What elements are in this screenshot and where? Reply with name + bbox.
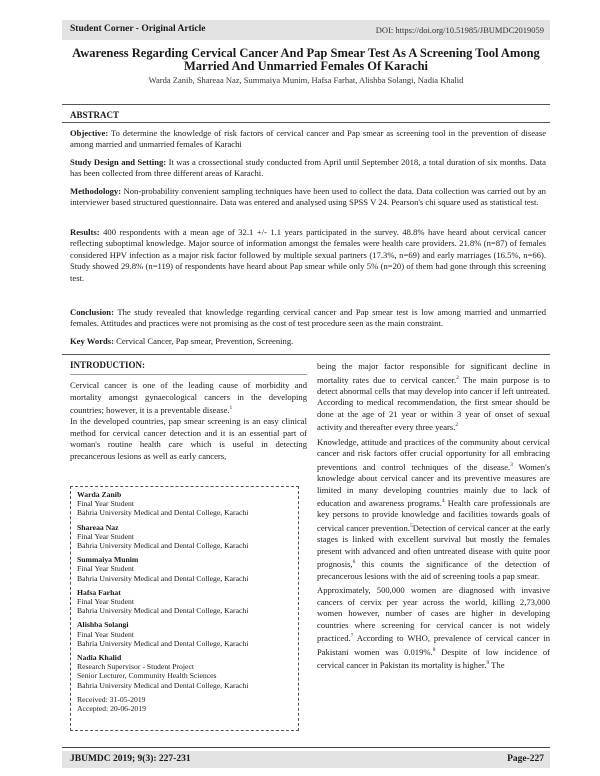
results-label: Results: [70, 227, 100, 237]
left-column [70, 360, 307, 370]
citation-ref[interactable]: 1 [229, 405, 233, 411]
affiliation-entry [77, 620, 299, 648]
conclusion-label: Conclusion: [70, 307, 114, 317]
accepted-date: Accepted: 20-06-2019 [77, 704, 146, 714]
right-p2e-text: this counts the significance of the detection of precancerous lesions with the aid of screening tools a pap smear. [317, 559, 550, 581]
right-p3b-text: According to WHO, prevalence of cervical cancer in Pakistani women was 0.019%. [317, 633, 550, 657]
keywords-label: Key Words: [70, 336, 115, 346]
intro-left-text [70, 380, 307, 462]
abstract-methodology [70, 186, 546, 209]
affiliation-institution: Bahria University Medical and Dental College, Karachi [77, 573, 249, 583]
abstract-heading-rule [62, 122, 550, 123]
right-p2-text: Knowledge, attitude and practices of the community about cervical cancer and risk factors offer crucial opportunity for all embracing preventions and control techniques of the disease. [317, 436, 550, 472]
corresponding-name: Nadia Khalid [77, 653, 122, 663]
abstract-heading: ABSTRACT [70, 110, 120, 120]
article-title: Awareness Regarding Cervical Cancer And Pap Smear Test As A Screening Tool Among Married And Unmarried Females Of Karachi [72, 46, 540, 73]
affiliation-list [77, 490, 299, 713]
design-text: It was a crossectional study conducted from April until September 2018, a total duration of six months. Data has been collected from three different areas of Karachi. [70, 157, 546, 179]
affiliation-role: Final Year Student [77, 629, 135, 639]
footer-rule [62, 747, 550, 748]
citation-ref[interactable]: 3 [510, 461, 513, 468]
citation-ref[interactable]: 2 [456, 374, 459, 381]
right-paragraph-1 [317, 361, 550, 434]
abstract-top-rule [62, 104, 550, 105]
abstract-conclusion [70, 307, 546, 330]
affiliation-role: Final Year Student [77, 564, 135, 574]
affiliation-role: Final Year Student [77, 531, 135, 541]
affiliation-institution: Bahria University Medical and Dental College, Karachi [77, 606, 249, 616]
abstract-bottom-rule [62, 354, 550, 355]
received-date: Received: 31-05-2019 [77, 694, 146, 704]
methodology-label: Methodology: [70, 186, 122, 196]
keywords-text: Cervical Cancer, Pap smear, Prevention, Screening. [116, 336, 294, 346]
design-label: Study Design and Setting: [70, 157, 167, 167]
corresponding-author [77, 653, 299, 690]
right-column [317, 361, 550, 671]
citation-ref[interactable]: 4 [441, 498, 445, 505]
right-paragraph-3 [317, 585, 550, 671]
introduction-heading: INTRODUCTION: [70, 360, 146, 370]
affiliation-institution: Bahria University Medical and Dental College, Karachi [77, 541, 249, 551]
intro-paragraph-1 [70, 380, 307, 416]
author-list: Warda Zanib, Shareaa Naz, Summaiya Munim, Hafsa Farhat, Alishba Solangi, Nadia Khalid [148, 75, 464, 85]
affiliation-institution: Bahria University Medical and Dental College, Karachi [77, 638, 249, 648]
affiliation-name: Summaiya Munim [77, 555, 139, 565]
affiliation-name: Shareaa Naz [77, 522, 119, 532]
affiliation-role: Final Year Student [77, 499, 135, 509]
affiliation-entry [77, 490, 299, 518]
intro-heading-rule [70, 374, 307, 375]
citation-ref[interactable]: 7 [350, 633, 354, 640]
citation-ref[interactable]: 6 [352, 559, 356, 566]
abstract-design [70, 157, 546, 180]
conclusion-text: The study revealed that knowledge regarding cervical cancer and Pap smear test is low among married and unmarried females. Attitudes and practices were not promising as the cost of test procedure seen as the main constraint. [70, 307, 546, 329]
abstract-results [70, 227, 546, 284]
article-section-label: Student Corner - Original Article [70, 24, 206, 34]
right-p3c-text: Despite of low incidence of cervical cancer in Pakistan its mortality is higher. [317, 646, 551, 670]
right-p2b-text: Women's knowledge about cervical cancer and its preventive measures are limited in many developing countries mainly due to lack of education and awareness programs. [317, 461, 550, 508]
affiliation-entry [77, 523, 299, 551]
affiliation-name: Hafsa Farhat [77, 587, 121, 597]
affiliation-name: Warda Zanib [77, 490, 122, 499]
right-p3-text: Approximately, 500,000 women are diagnosed with invasive cancers of cervix per year across the world, killing 2,73,000 women however, number of cases are higher in developing countries where screening for cervical cancer is not widely practiced. [317, 585, 550, 644]
affiliation-entry [77, 555, 299, 583]
right-p3d-text: The [489, 659, 505, 670]
right-p1-text: being the major factor responsible for significant decline in mortality rates due to cervical cancer. [317, 361, 550, 385]
right-p2d-text: Detection of cervical cancer at the early stages is linked with excellent survival but mostly the females present with advanced and often untreated disease with quite poor prognosis, [317, 522, 550, 570]
intro-paragraph-2: In the developed countries, pap smear screening is an easy clinical method for cervical cancer detection and it is an essential part of woman's routine health care which is useful in detecting precancerous lesions as well as early cancers, [70, 416, 307, 461]
corresponding-institution: Bahria University Medical and Dental College, Karachi [77, 680, 249, 690]
right-p1b-text: The main purpose is to detect abnormal cells that may develop into cancer if left untreated. According to medical recommendation, the first smear should be done at the age of 21 year or within 3 year of onset of sexual activity and thereafter every three years. [317, 374, 550, 433]
affiliation-name: Alishba Solangi [77, 620, 129, 630]
citation-ref[interactable]: 2 [455, 422, 459, 429]
results-text: 400 respondents with a mean age of 32.1 +/- 1.1 years participated in the survey. 48.8% have heard about cervical cancer reflecting suboptimal knowledge. Major source of information amongst the females were health care providers. 21.8% (n=87) of females considered HPV infection as a major risk factor followed by multiple sexual partners (17.3%, n=69) and early marriages (16.5%, n=66). Study showed 29.8% (n=119) of respondents have heard about Pap smear while only 5% (n=20) of them had gone through this screening test. [70, 227, 547, 283]
objective-label: Objective: [70, 128, 109, 138]
citation-ref[interactable]: 8 [432, 646, 436, 653]
page-number: Page-227 [507, 754, 544, 764]
abstract-keywords [70, 336, 546, 347]
abstract-objective [70, 128, 546, 151]
journal-citation: JBUMDC 2019; 9(3): 227-231 [70, 754, 191, 764]
corresponding-role-1: Research Supervisor - Student Project [77, 662, 194, 672]
affiliation-entry [77, 588, 299, 616]
affiliation-role: Final Year Student [77, 597, 135, 607]
corresponding-role-2: Senior Lecturer, Community Health Sciences [77, 671, 217, 681]
intro-p1-text: Cervical cancer is one of the leading cause of morbidity and mortality amongst gynaecological cancers in the developing countries; however, it is a preventable disease. [70, 380, 307, 415]
citation-ref[interactable]: 5 [409, 522, 413, 529]
citation-ref[interactable]: 9 [486, 659, 490, 666]
affiliation-institution: Bahria University Medical and Dental College, Karachi [77, 508, 249, 518]
objective-text: To determine the knowledge of risk factors of cervical cancer and Pap smear as screening tool in the prevention of disease among married and unmarried females of Karachi [70, 128, 547, 150]
doi-link[interactable]: DOI: https://doi.org/10.51985/JBUMDC2019059 [375, 25, 544, 35]
methodology-text: Non-probability convenient sampling techniques have been used to collect the data. Data collection was carried out by an interviewer based structured questionnaire. Data was entered and analysed using SPSS V 24. Pearson's chi square used as statistical test. [70, 186, 546, 208]
right-p2c-text: Health care professionals are key persons to provide knowledge and facilities towards goals of cervical cancer prevention. [317, 497, 550, 533]
right-paragraph-2 [317, 437, 550, 582]
